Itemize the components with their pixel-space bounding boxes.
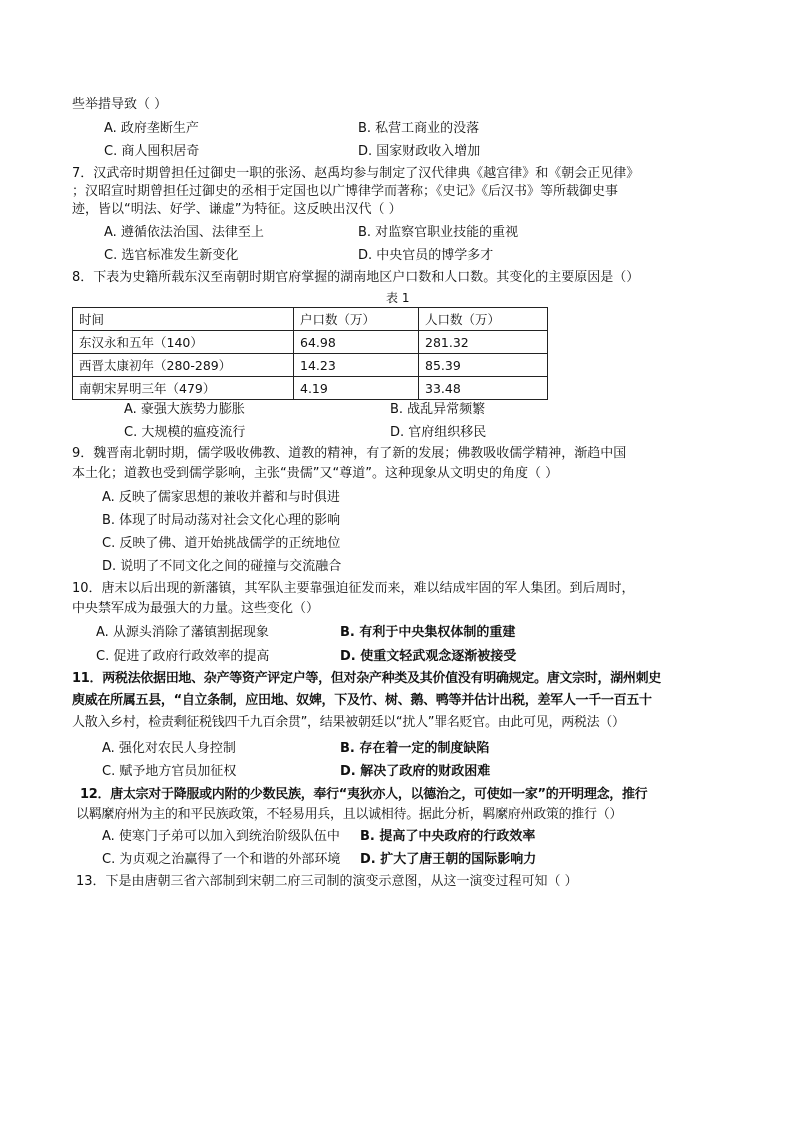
q12-option-c: C. 为贞观之治赢得了一个和谐的外部环境: [102, 852, 341, 867]
q7-option-b: B. 对监察官职业技能的重视: [358, 225, 519, 240]
table-header-cell: 人口数（万）: [419, 308, 548, 331]
q9-option-a: A. 反映了儒家思想的兼收并蓄和与时俱进: [102, 490, 340, 505]
q9-option-b: B. 体现了时局动荡对社会文化心理的影响: [102, 513, 341, 528]
q10-option-b: B. 有利于中央集权体制的重建: [340, 625, 516, 640]
table-cell: 东汉永和五年（140）: [73, 331, 294, 354]
q12-option-b: B. 提高了中央政府的行政效率: [360, 829, 536, 844]
q12-option-a: A. 使寒门子弟可以加入到统治阶级队伍中: [102, 829, 340, 844]
q9-stem-line2: 本土化；道教也受到儒学影响，主张“贵儒”又“尊道”。这种现象从文明史的角度（ ）: [72, 466, 559, 481]
q7-option-d: D. 中央官员的博学多才: [358, 248, 494, 263]
table-cell: 281.32: [419, 331, 548, 354]
table-row: [73, 377, 548, 400]
q7-stem-line1: 7．汉武帝时期曾担任过御史一职的张汤、赵禹均参与制定了汉代律典《越宫律》和《朝会正见律》: [72, 166, 640, 181]
q11-option-b: B. 存在着一定的制度缺陷: [340, 741, 490, 756]
table-cell: 85.39: [419, 354, 548, 377]
q9-stem-line1: 9．魏晋南北朝时期，儒学吸收佛教、道教的精神，有了新的发展；佛教吸收儒学精神，渐趋中国: [72, 446, 627, 461]
q8-option-d: D. 官府组织移民: [390, 425, 487, 440]
q9-option-c: C. 反映了佛、道开始挑战儒学的正统地位: [102, 536, 341, 551]
table-caption: 表 1: [386, 291, 410, 305]
q11-stem-line1: 11．两税法依据田地、杂产等资产评定户等，但对杂产种类及其价值没有明确规定。唐文宗时，湖州刺史: [72, 671, 661, 686]
q7-stem-line3: 迹，皆以“明法、好学、谦虚”为特征。这反映出汉代（ ）: [72, 202, 402, 217]
table-header-row: [73, 308, 548, 331]
q12-stem-line2: 以羁縻府州为主的和平民族政策，不轻易用兵，且以诚相待。据此分析，羁縻府州政策的推行（）: [76, 807, 623, 822]
q6-option-b: B. 私营工商业的没落: [358, 121, 480, 136]
q13-stem-line1: 13．下是由唐朝三省六部制到宋朝二府三司制的演变示意图，从这一演变过程可知（ ）: [76, 874, 578, 889]
q6-option-d: D. 国家财政收入增加: [358, 144, 481, 159]
q8-option-c: C. 大规模的瘟疫流行: [124, 425, 246, 440]
table-cell: 4.19: [294, 377, 419, 400]
q10-stem-line2: 中央禁军成为最强大的力量。这些变化（）: [72, 601, 320, 616]
q12-option-d: D. 扩大了唐王朝的国际影响力: [360, 852, 537, 867]
table-header-cell: 时间: [73, 308, 294, 331]
q11-stem-line3: 人散入乡村，检责剩征税钱四千九百余贯”，结果被朝廷以“扰人”罪名贬官。由此可见，两税法（）: [72, 715, 625, 730]
q11-option-d: D. 解决了政府的财政困难: [340, 764, 491, 779]
q6-option-a: A. 政府垄断生产: [104, 121, 199, 136]
q6-option-c: C. 商人囤积居奇: [104, 144, 200, 159]
table-cell: 14.23: [294, 354, 419, 377]
table-row: [73, 331, 548, 354]
q10-option-a: A. 从源头消除了藩镇割据现象: [96, 625, 269, 640]
q8-option-b: B. 战乱异常频繁: [390, 402, 486, 417]
table-cell: 64.98: [294, 331, 419, 354]
q8-option-a: A. 豪强大族势力膨胀: [124, 402, 245, 417]
q9-option-d: D. 说明了不同文化之间的碰撞与交流融合: [102, 559, 342, 574]
q10-option-d: D. 使重文轻武观念逐渐被接受: [340, 649, 517, 664]
population-table: [72, 307, 548, 400]
q7-stem-line2: ；汉昭宣时期曾担任过御史的丞相于定国也以广博律学而著称；《史记》《后汉书》等所载御史事: [72, 184, 619, 199]
q11-option-c: C. 赋予地方官员加征权: [102, 764, 237, 779]
q6-stem-tail: 些举措导致（ ）: [72, 97, 168, 112]
q8-stem-line1: 8．下表为史籍所载东汉至南朝时期官府掌握的湖南地区户口数和人口数。其变化的主要原因是（）: [72, 270, 640, 285]
table-cell: 西晋太康初年（280-289）: [73, 354, 294, 377]
q12-stem-line1: 12．唐太宗对于降服或内附的少数民族，奉行“夷狄亦人，以德治之，可使如一家”的开明理念，推行: [80, 787, 648, 802]
q11-stem-line2: 庾威在所属五县，“自立条制，应田地、奴婢，下及竹、树、鹅、鸭等并估计出税，差军人一千一百五十: [72, 693, 652, 708]
table-cell: 南朝宋昇明三年（479）: [73, 377, 294, 400]
q7-option-c: C. 选官标准发生新变化: [104, 248, 239, 263]
table-cell: 33.48: [419, 377, 548, 400]
q7-option-a: A. 遵循依法治国、法律至上: [104, 225, 264, 240]
q10-stem-line1: 10．唐末以后出现的新藩镇，其军队主要靠强迫征发而来，难以结成牢固的军人集团。到后周时，: [72, 581, 635, 596]
q11-option-a: A. 强化对农民人身控制: [102, 741, 236, 756]
table-header-cell: 户口数（万）: [294, 308, 419, 331]
table-row: [73, 354, 548, 377]
q10-option-c: C. 促进了政府行政效率的提高: [96, 649, 270, 664]
